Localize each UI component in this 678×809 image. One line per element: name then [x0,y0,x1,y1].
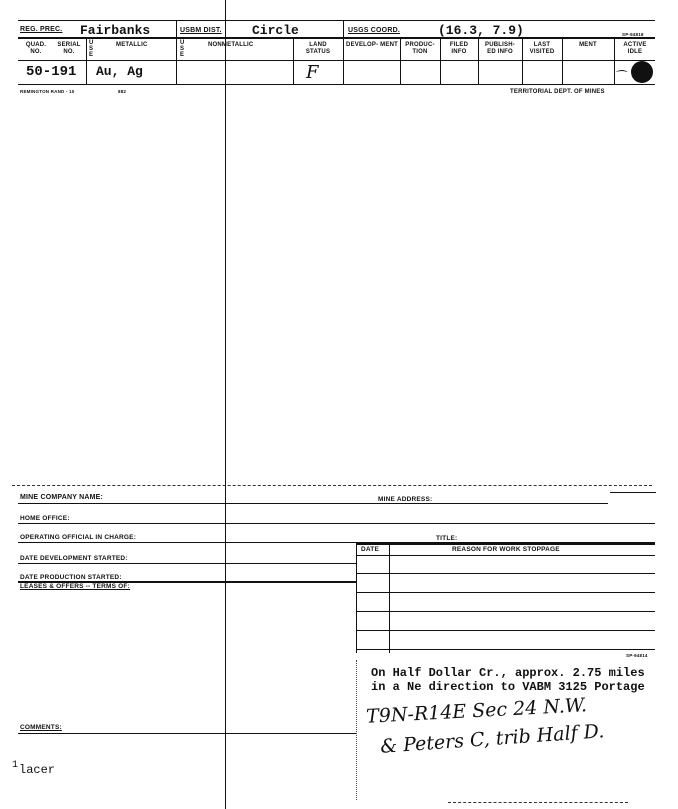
col-quad-no: QUAD. NO. [25,42,47,55]
placer-prefix: 1 [12,760,19,771]
land-status-mark: F [306,62,319,83]
leases-label: LEASES & OFFERS -- TERMS OF: [20,583,130,590]
fold-line [225,0,226,809]
col-ment: MENT [579,42,597,48]
mine-address-label: MINE ADDRESS: [378,496,433,503]
hand-note-line2: & Peters C, trib Half D. [379,720,605,758]
imprint-left: REMINGTON RAND - 10 [20,89,75,94]
stoppage-reason-header: REASON FOR WORK STOPPAGE [452,546,560,553]
col-production: PRODUC- TION [405,42,435,55]
metallic-value: Au, Ag [96,64,143,79]
comments-label: COMMENTS: [20,724,62,731]
imprint-right: TERRITORIAL DEPT. OF MINES [510,89,605,95]
title-label: TITLE: [436,535,458,542]
typed-note-line2: in a Ne direction to VABM 3125 Portage [371,680,645,694]
quad-serial-value: 50-191 [26,64,77,80]
placer-text: lacer [19,763,56,777]
active-idle-dot [631,61,653,83]
col-active-idle: ACTIVE IDLE [623,42,647,55]
usgs-coord-label: USGS COORD. [348,27,400,34]
imprint-left-code: 882 [118,89,127,94]
reg-prec-label: REG. PREC. [20,26,63,33]
hand-note-line1: T9N-R14E Sec 24 N.W. [365,694,588,728]
col-filed-info: FILED INFO [449,42,469,55]
col-land-status: LAND STATUS [305,42,331,55]
date-production-label: DATE PRODUCTION STARTED: [20,574,122,581]
mine-company-name-label: MINE COMPANY NAME: [20,494,104,501]
col-development: DEVELOP- MENT [346,42,398,48]
col-metallic: METALLIC [116,42,148,48]
col-use-b: U S E [180,40,185,58]
stoppage-date-header: DATE [361,546,380,553]
operating-official-label: OPERATING OFFICIAL IN CHARGE: [20,534,137,541]
reg-prec-value: Fairbanks [80,23,151,38]
col-serial-no: SERIAL NO. [57,42,81,55]
date-development-label: DATE DEVELOPMENT STARTED: [20,555,128,562]
col-nonmetallic: NONMETALLIC [208,42,254,48]
active-idle-tick: ⁀ [617,70,627,84]
col-last-visited: LAST VISITED [529,42,555,55]
col-published-info: PUBLISH- ED INFO [485,42,515,55]
form-code: SP-94818 [622,32,644,37]
col-use-a: U S E [89,40,94,58]
usbm-dist-label: USBM DIST. [180,27,222,34]
usbm-dist-value: Circle [252,23,299,38]
typed-note-line1: On Half Dollar Cr., approx. 2.75 miles [371,666,645,680]
stoppage-code: SP-94814 [626,653,648,658]
home-office-label: HOME OFFICE: [20,515,70,522]
usgs-coord-value: (16.3, 7.9) [438,23,524,38]
